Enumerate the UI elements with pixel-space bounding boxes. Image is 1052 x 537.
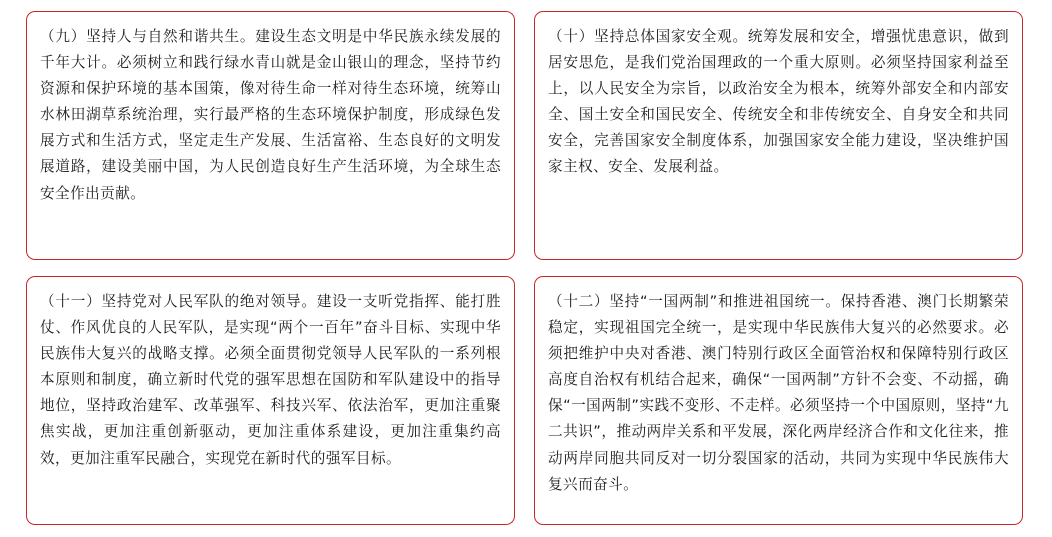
card-eleven-military <box>26 276 515 525</box>
card-ten-text: （十）坚持总体国家安全观。统筹发展和安全，增强忧患意识，做到居安思危，是我们党治国理政的一个重大原则。必须坚持国家利益至上，以人民安全为宗旨，以政治安全为根本，统筹外部安全和内部安全、国土安全和国民安全、传统安全和非传统安全、自身安全和共同安全，完善国家安全制度体系，加强国家安全能力建设，坚决维护国家主权、安全、发展利益。 <box>548 28 1009 176</box>
card-eleven-text: （十一）坚持党对人民军队的绝对领导。建设一支听党指挥、能打胜仗、作风优良的人民军队，是实现“两个一百年”奋斗目标、实现中华民族伟大复兴的战略支撑。必须全面贯彻党领导人民军队的一系列根本原则和制度，确立新时代党的强军思想在国防和军队建设中的指导地位，坚持政治建军、改革强军、科技兴军、依法治军，更加注重聚焦实战，更加注重创新驱动，更加注重体系建设，更加注重集约高效，更加注重军民融合，实现党在新时代的强军目标。 <box>40 293 501 467</box>
card-nine-text: （九）坚持人与自然和谐共生。建设生态文明是中华民族永续发展的千年大计。必须树立和践行绿水青山就是金山银山的理念，坚持节约资源和保护环境的基本国策，像对待生命一样对待生态环境，统筹山水林田湖草系统治理，实行最严格的生态环境保护制度，形成绿色发展方式和生活方式，坚定走生产发展、生活富裕、生态良好的文明发展道路，建设美丽中国，为人民创造良好生产生活环境，为全球生态安全作出贡献。 <box>40 28 501 202</box>
card-nine-ecology <box>26 11 515 260</box>
card-twelve-reunification <box>534 276 1023 525</box>
card-ten-national-security <box>534 11 1023 260</box>
card-twelve-text: （十二）坚持“一国两制”和推进祖国统一。保持香港、澳门长期繁荣稳定，实现祖国完全统一，是实现中华民族伟大复兴的必然要求。必须把维护中央对香港、澳门特别行政区全面管治权和保障特别行政区高度自治权有机结合起来，确保“一国两制”方针不会变、不动摇，确保“一国两制”实践不变形、不走样。必须坚持一个中国原则，坚持“九二共识”，推动两岸关系和平发展，深化两岸经济合作和文化往来，推动两岸同胞共同反对一切分裂国家的活动，共同为实现中华民族伟大复兴而奋斗。 <box>548 293 1009 493</box>
